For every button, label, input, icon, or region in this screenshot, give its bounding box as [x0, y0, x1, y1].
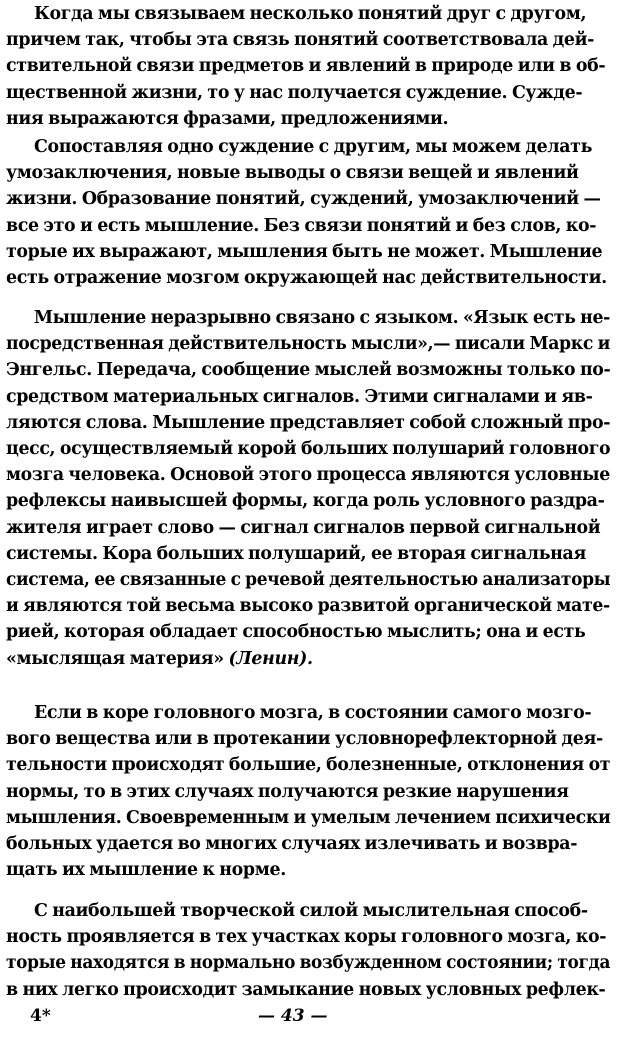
text-line: жителя играет слово — сигнал сигналов первой сигнальной: [6, 517, 601, 538]
text-line: рефлексы наивысшей формы, когда роль условного раздра-: [6, 491, 605, 512]
text-line: Энгельс. Передача, сообщение мыслей возможны только по-: [6, 360, 611, 381]
paragraph-thinking: [6, 134, 610, 291]
text-line: посредственная действительность мысли»,— писали Маркс и: [6, 334, 611, 355]
text-line: в них легко происходит замыкание новых условных рефлек-: [6, 979, 606, 1000]
text-line: [6, 646, 610, 672]
text-line: средством материальных сигналов. Этими сигналами и яв-: [6, 386, 593, 407]
text-line: больных удается во многих случаях излечивать и возвра-: [6, 834, 578, 855]
text-line: Мышление неразрывно связано с языком. «Язык есть не-: [33, 308, 610, 328]
text-line: тельности происходят большие, болезненные, отклонения от: [6, 755, 611, 776]
page-number: — 43 —: [258, 1006, 328, 1026]
text-line: щать их мышление к норме.: [6, 860, 286, 881]
text-line: нормы, то в этих случаях получаются резкие нарушения: [6, 781, 569, 802]
citation-lenin: (Ленин).: [228, 648, 313, 669]
paragraph-disorders: [6, 700, 610, 883]
text-line: причем так, чтобы эта связь понятий соответствовала дей-: [6, 30, 594, 51]
text-line: жизни. Образование понятий, суждений, умозаключений —: [6, 189, 601, 210]
text-line: ность проявляется в тех участках коры головного мозга, ко-: [6, 927, 607, 948]
page-footer: [0, 1006, 620, 1036]
text-line: рией, которая обладает способностью мыслить; она и есть: [6, 622, 586, 643]
text-line: Если в коре головного мозга, в состоянии самого мозго-: [34, 703, 592, 723]
text-line: системы. Кора больших полушарий, ее вторая сигнальная: [6, 543, 586, 564]
text-line: все это и есть мышление. Без связи понятий и без слов, ко-: [6, 215, 597, 236]
text-line: ляются слова. Мышление представляет собой сложный про-: [6, 412, 611, 433]
text-line: система, ее связанные с речевой деятельностью анализаторы: [6, 570, 611, 591]
text-line: Когда мы связываем несколько понятий друг с другом,: [34, 4, 587, 24]
paragraph-language: [6, 305, 610, 672]
text-line: ния выражаются фразами, предложениями.: [6, 108, 449, 129]
paragraph-creative: [6, 898, 610, 1003]
text-line: мозга человека. Основой этого процесса являются условные: [6, 465, 610, 486]
sheet-signature: 4*: [30, 1006, 51, 1026]
text-line: щественной жизни, то у нас получается суждение. Сужде-: [6, 82, 583, 103]
text-line: есть отражение мозгом окружающей нас действительности.: [6, 268, 607, 289]
text-line: умозаключения, новые выводы о связи вещей и явлений: [6, 163, 579, 184]
text-line: Сопоставляя одно суждение с другим, мы можем делать: [34, 137, 593, 157]
text-line: торые находятся в нормально возбужденном состоянии; тогда: [6, 953, 611, 974]
quote-text: «мыслящая материя»: [6, 648, 224, 669]
text-line: вого вещества или в протекании условнорефлекторной дея-: [6, 729, 603, 750]
paragraph-judgment: [6, 1, 610, 132]
text-line: торые их выражают, мышления быть не может. Мышление: [6, 241, 603, 262]
text-line: С наибольшей творческой силой мыслительная способ-: [34, 901, 588, 921]
text-line: и являются той весьма высоко развитой органической мате-: [6, 596, 610, 617]
text-line: цесс, осуществляемый корой больших полушарий головного: [6, 439, 611, 460]
text-line: ствительной связи предметов и явлений в природе или в об-: [6, 56, 606, 77]
text-line: мышления. Своевременным и умелым лечением психически: [6, 807, 611, 828]
